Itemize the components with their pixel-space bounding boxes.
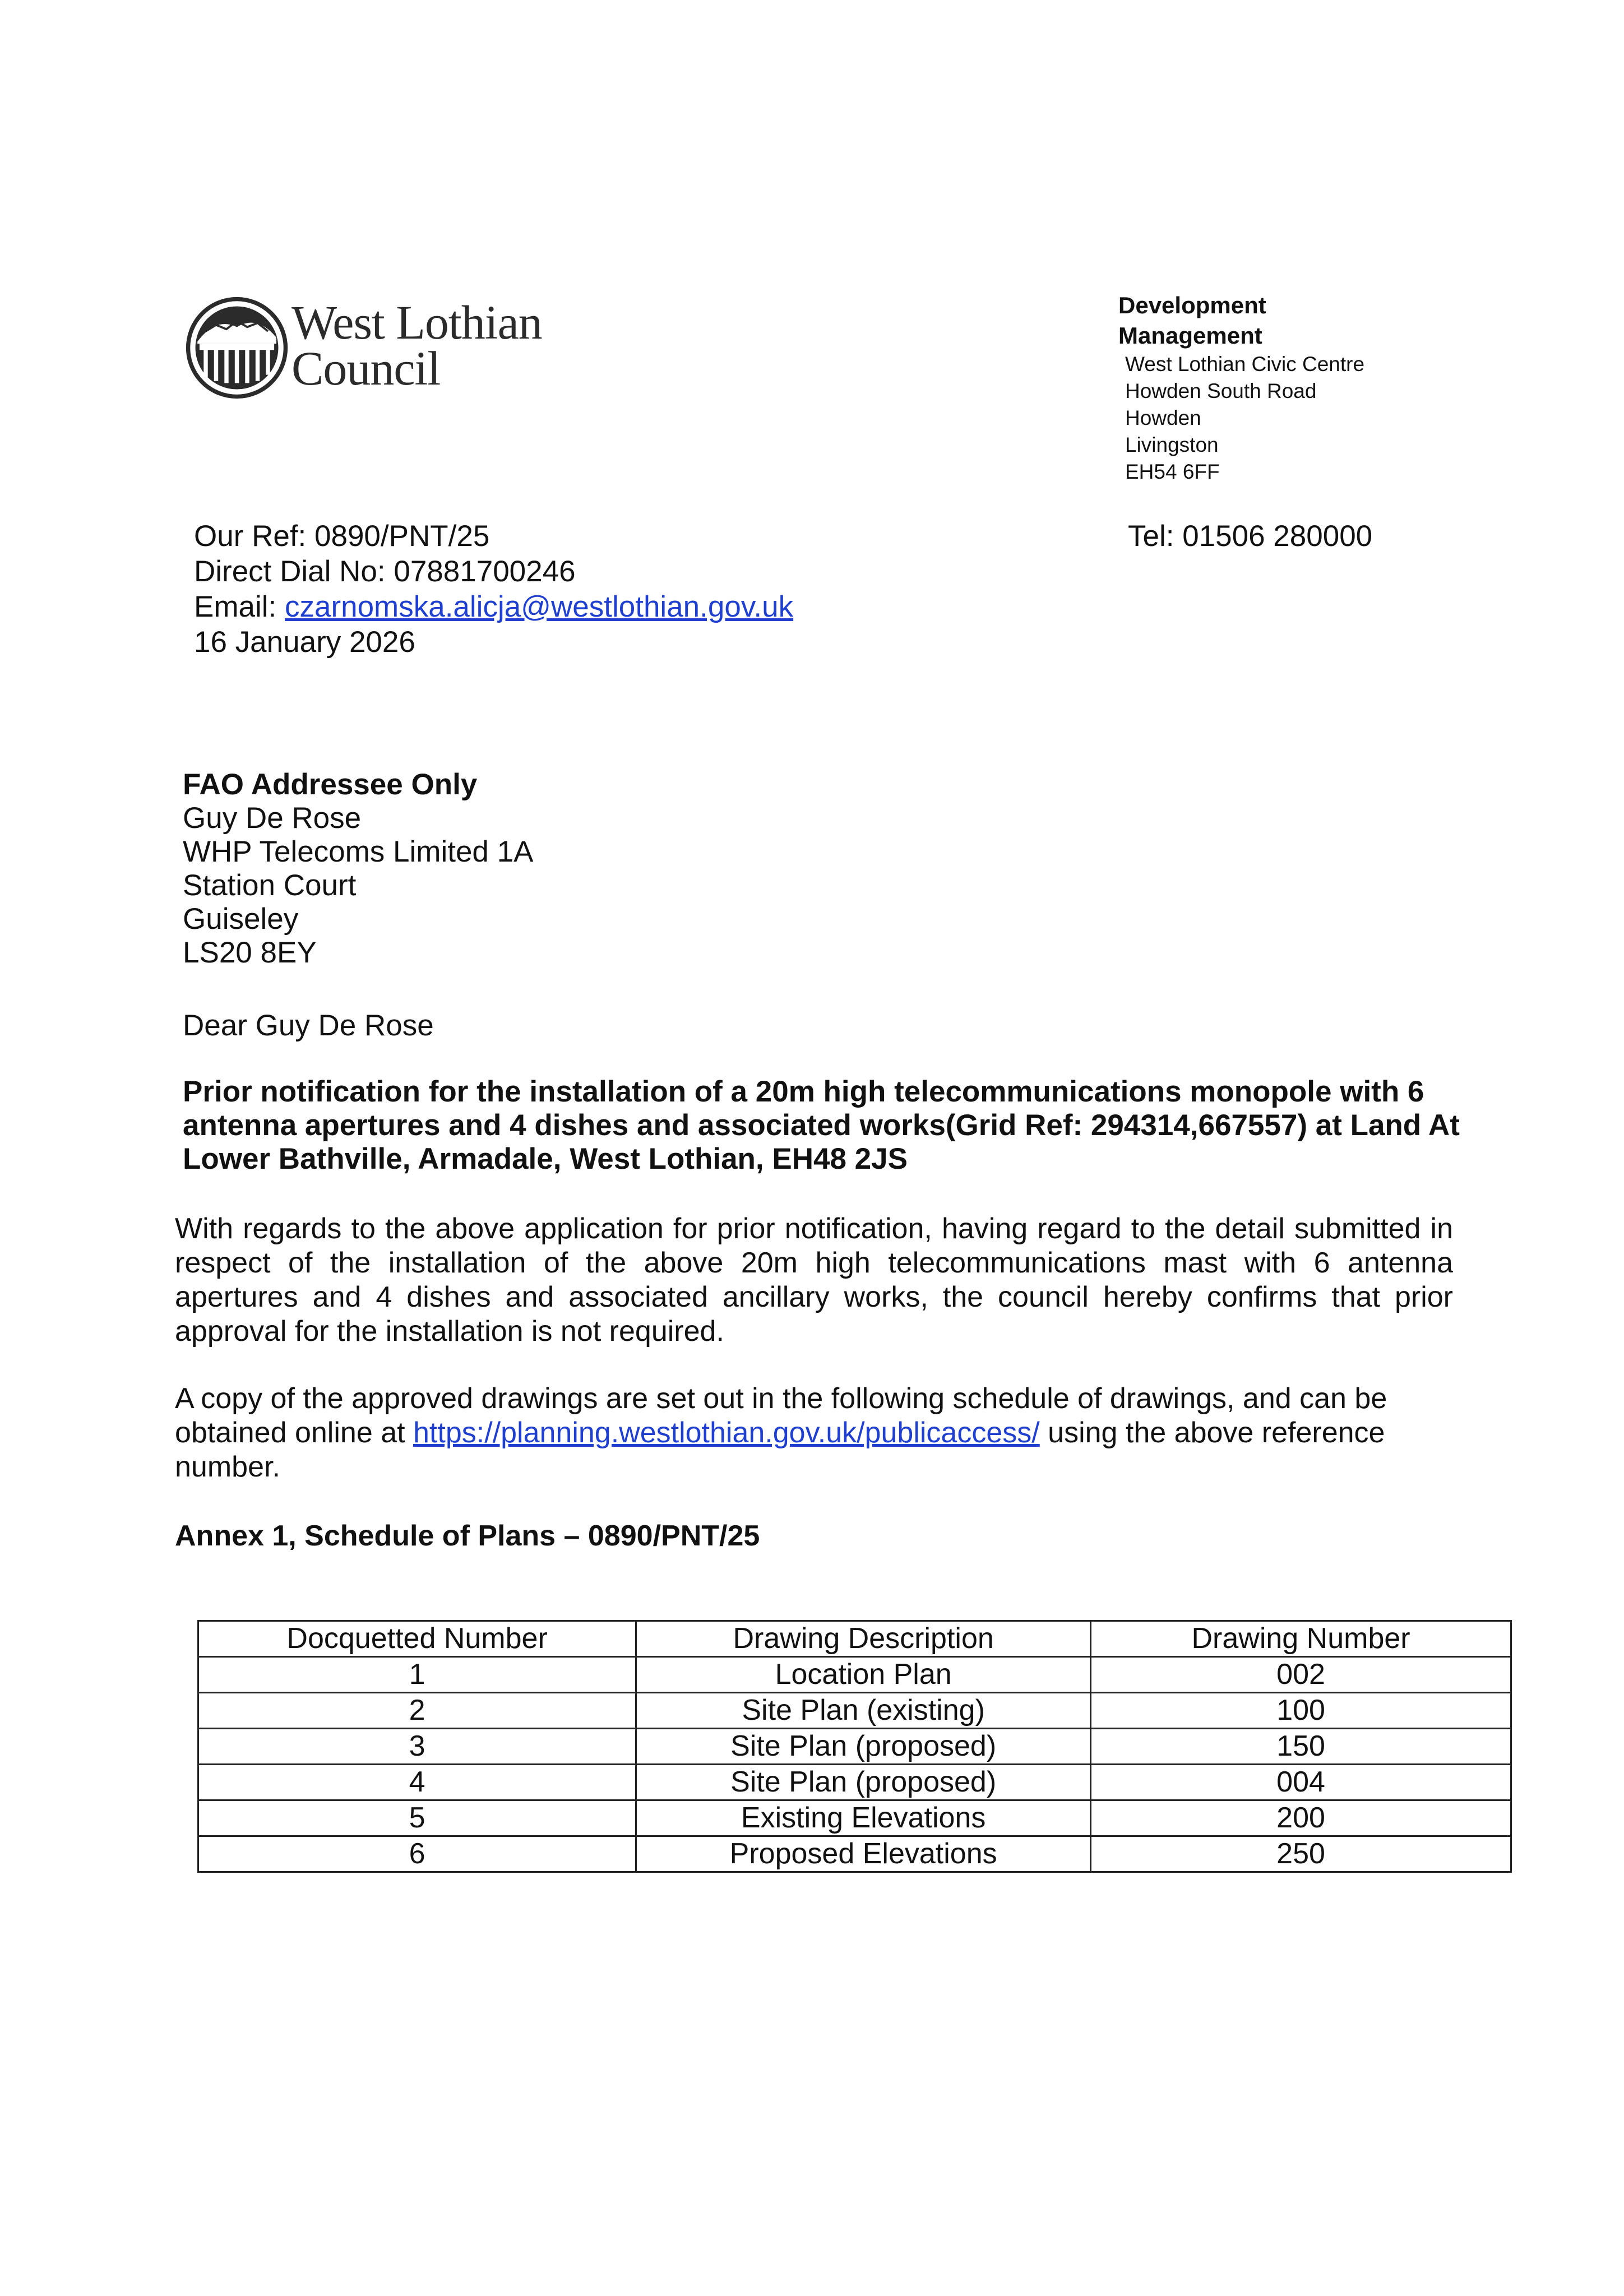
schedule-of-plans-table: [197, 1620, 1512, 1873]
drawing-description-cell: Site Plan (existing): [636, 1693, 1091, 1729]
docquetted-number-cell: 3: [198, 1729, 636, 1765]
logo-name-line1: West Lothian: [292, 295, 542, 349]
email-line: [194, 589, 793, 624]
docquetted-number-cell: 1: [198, 1657, 636, 1693]
body-paragraph-1: With regards to the above application for prior notification, having regard to the detail submitted in respect of the installation of the above 20m high telecommunications mast with 6 antenna apertures and 4 dishes and associated ancillary works, the council hereby confirms that prior approval for the installation is not required.: [175, 1212, 1453, 1348]
body-paragraph-2: [175, 1382, 1453, 1484]
department-address-line-4: Livingston: [1125, 433, 1219, 456]
drawing-description-cell: Proposed Elevations: [636, 1836, 1091, 1872]
department-title-line1: Development: [1118, 292, 1266, 318]
docquetted-number-cell: 4: [198, 1765, 636, 1800]
addressee-line-2: WHP Telecoms Limited 1A: [183, 835, 534, 868]
drawing-number-cell: 250: [1091, 1836, 1511, 1872]
docquetted-number-cell: 6: [198, 1836, 636, 1872]
table-row: [198, 1657, 1511, 1693]
drawing-number-cell: 100: [1091, 1693, 1511, 1729]
table-row: [198, 1729, 1511, 1765]
table-row: [198, 1800, 1511, 1836]
table-row: [198, 1693, 1511, 1729]
docquetted-number-cell: 2: [198, 1693, 636, 1729]
email-label: Email:: [194, 590, 285, 623]
addressee-block: [183, 768, 533, 970]
drawing-description-cell: Site Plan (proposed): [636, 1729, 1091, 1765]
column-header-drawing-number: Drawing Number: [1091, 1621, 1511, 1657]
logo-name-line2: Council: [292, 341, 441, 395]
drawing-number-cell: 004: [1091, 1765, 1511, 1800]
drawing-number-cell: 002: [1091, 1657, 1511, 1693]
our-ref: Our Ref: 0890/PNT/25: [194, 520, 490, 553]
drawing-number-cell: 200: [1091, 1800, 1511, 1836]
addressee-line-1: Guy De Rose: [183, 802, 362, 835]
reference-block: [194, 519, 793, 660]
drawing-description-cell: Existing Elevations: [636, 1800, 1091, 1836]
drawing-description-cell: Location Plan: [636, 1657, 1091, 1693]
email-link[interactable]: czarnomska.alicja@westlothian.gov.uk: [284, 590, 794, 623]
planning-portal-link[interactable]: https://planning.westlothian.gov.uk/publicaccess/: [413, 1417, 1040, 1449]
logo-wordmark: [292, 295, 542, 395]
department-address-line-3: Howden: [1125, 406, 1201, 429]
table-row: [198, 1836, 1511, 1872]
table-row: [198, 1765, 1511, 1800]
telephone: Tel: 01506 280000: [1128, 520, 1373, 553]
annex-title: Annex 1, Schedule of Plans – 0890/PNT/25: [175, 1520, 760, 1552]
drawing-number-cell: 150: [1091, 1729, 1511, 1765]
subject-heading: Prior notification for the installation of a 20m high telecommunications monopole with 6 antenna apertures and 4 dishes and associated works(Grid Ref: 294314,667557) at Land At Lower Bathville, Armadale, West Lothian, EH48 2JS: [183, 1075, 1460, 1175]
addressee-line-4: Guiseley: [183, 902, 299, 936]
paragraph2-text-before: A copy of the approved drawings are set out in the following schedule of drawings, and can be obtained online at: [175, 1382, 1387, 1449]
department-title-line2: Management: [1118, 322, 1262, 349]
paragraph2-text-after: using the above reference number.: [175, 1417, 1385, 1483]
drawing-description-cell: Site Plan (proposed): [636, 1765, 1091, 1800]
column-header-drawing-description: Drawing Description: [636, 1621, 1091, 1657]
department-address-line-5: EH54 6FF: [1125, 460, 1220, 483]
direct-dial: Direct Dial No: 07881700246: [194, 555, 576, 588]
addressee-line-5: LS20 8EY: [183, 936, 317, 969]
table-header-row: [198, 1621, 1511, 1657]
fao-line: FAO Addressee Only: [183, 768, 478, 801]
department-address-block: [1118, 290, 1511, 485]
column-header-docquetted-number: Docquetted Number: [198, 1621, 636, 1657]
department-address-line-1: West Lothian Civic Centre: [1125, 353, 1365, 376]
salutation: Dear Guy De Rose: [183, 1009, 434, 1042]
viaduct-emblem-icon: [185, 296, 289, 400]
department-address-line-2: Howden South Road: [1125, 379, 1317, 402]
docquetted-number-cell: 5: [198, 1800, 636, 1836]
letter-date: 16 January 2026: [194, 626, 415, 659]
council-logo: [185, 296, 566, 402]
addressee-line-3: Station Court: [183, 869, 357, 902]
